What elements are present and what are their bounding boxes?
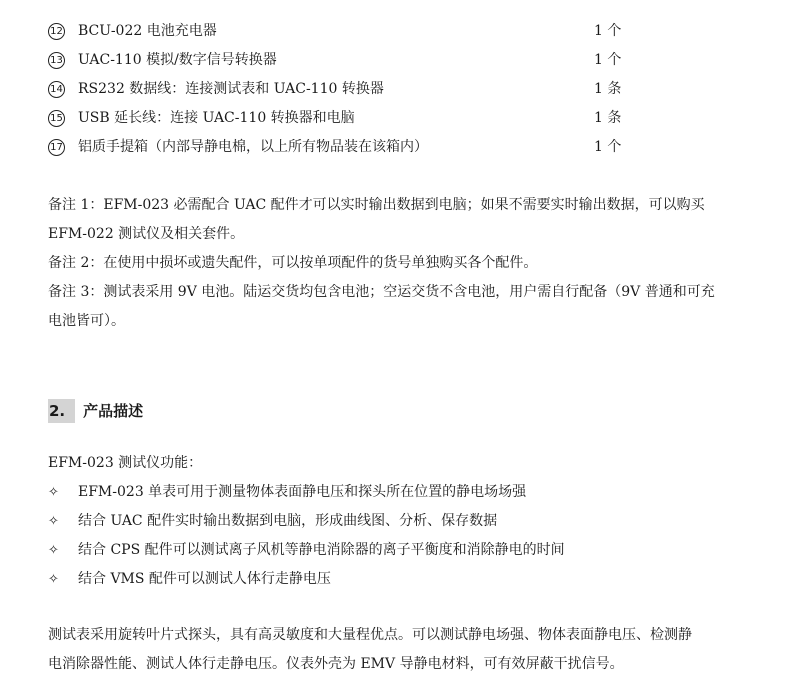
list-item (48, 46, 748, 75)
list-item (48, 75, 748, 104)
list-item (48, 507, 763, 536)
item-quantity: 1 个 (594, 23, 622, 39)
list-item (48, 133, 748, 162)
section-title: 产品描述 (83, 402, 144, 420)
note-3-line-1: 备注 3：测试表采用 9V 电池。陆运交货均包含电池；空运交货不含电池，用户需自行配备（9V 普通和可充 (48, 284, 715, 300)
item-description: USB 延长线：连接 UAC-110 转换器和电脑 (78, 110, 355, 126)
item-quantity: 1 个 (594, 52, 622, 68)
diamond-bullet-icon: ✧ (48, 543, 59, 558)
diamond-bullet-icon: ✧ (48, 485, 59, 500)
circled-number: 17 (48, 139, 65, 156)
notes-block (48, 191, 763, 336)
paragraph-line-1: 测试表采用旋转叶片式探头，具有高灵敏度和大量程优点。可以测试静电场强、物体表面静电压、检测静 (48, 627, 692, 643)
note-3-line-2: 电池皆可）。 (48, 313, 125, 329)
note-1-line-1: 备注 1：EFM-023 必需配合 UAC 配件才可以实时输出数据到电脑；如果不需要实时输出数据，可以购买 (48, 197, 705, 213)
item-description: BCU-022 电池充电器 (78, 23, 217, 39)
list-item (48, 17, 748, 46)
diamond-bullet-icon: ✧ (48, 514, 59, 529)
item-quantity: 1 条 (594, 110, 622, 126)
note-1-line-2: EFM-022 测试仪及相关套件。 (48, 226, 245, 242)
circled-number: 12 (48, 23, 65, 40)
item-quantity: 1 个 (594, 139, 622, 155)
circled-number: 15 (48, 110, 65, 127)
feature-list (48, 449, 763, 594)
diamond-bullet-icon: ✧ (48, 572, 59, 587)
item-description: UAC-110 模拟/数字信号转换器 (78, 52, 277, 68)
description-paragraph (48, 621, 763, 679)
feature-intro: EFM-023 测试仪功能： (48, 455, 203, 471)
list-item (48, 536, 763, 565)
feature-text: 结合 CPS 配件可以测试离子风机等静电消除器的离子平衡度和消除静电的时间 (78, 542, 565, 558)
item-description: RS232 数据线：连接测试表和 UAC-110 转换器 (78, 81, 384, 97)
note-2: 备注 2：在使用中损坏或遗失配件，可以按单项配件的货号单独购买各个配件。 (48, 255, 538, 271)
feature-text: 结合 UAC 配件实时输出数据到电脑，形成曲线图、分析、保存数据 (78, 513, 498, 529)
feature-text: 结合 VMS 配件可以测试人体行走静电压 (78, 571, 331, 587)
section-heading (48, 399, 143, 423)
circled-number: 13 (48, 52, 65, 69)
circled-number: 14 (48, 81, 65, 98)
list-item (48, 478, 763, 507)
section-number: 2. (48, 399, 75, 423)
paragraph-line-2: 电消除器性能、测试人体行走静电压。仪表外壳为 EMV 导静电材料，可有效屏蔽干扰信号。 (48, 656, 624, 672)
accessory-list (48, 17, 748, 162)
list-item (48, 104, 748, 133)
list-item (48, 565, 763, 594)
item-description: 铝质手提箱（内部导静电棉，以上所有物品装在该箱内） (78, 139, 428, 155)
item-quantity: 1 条 (594, 81, 622, 97)
feature-text: EFM-023 单表可用于测量物体表面静电压和探头所在位置的静电场场强 (78, 484, 527, 500)
